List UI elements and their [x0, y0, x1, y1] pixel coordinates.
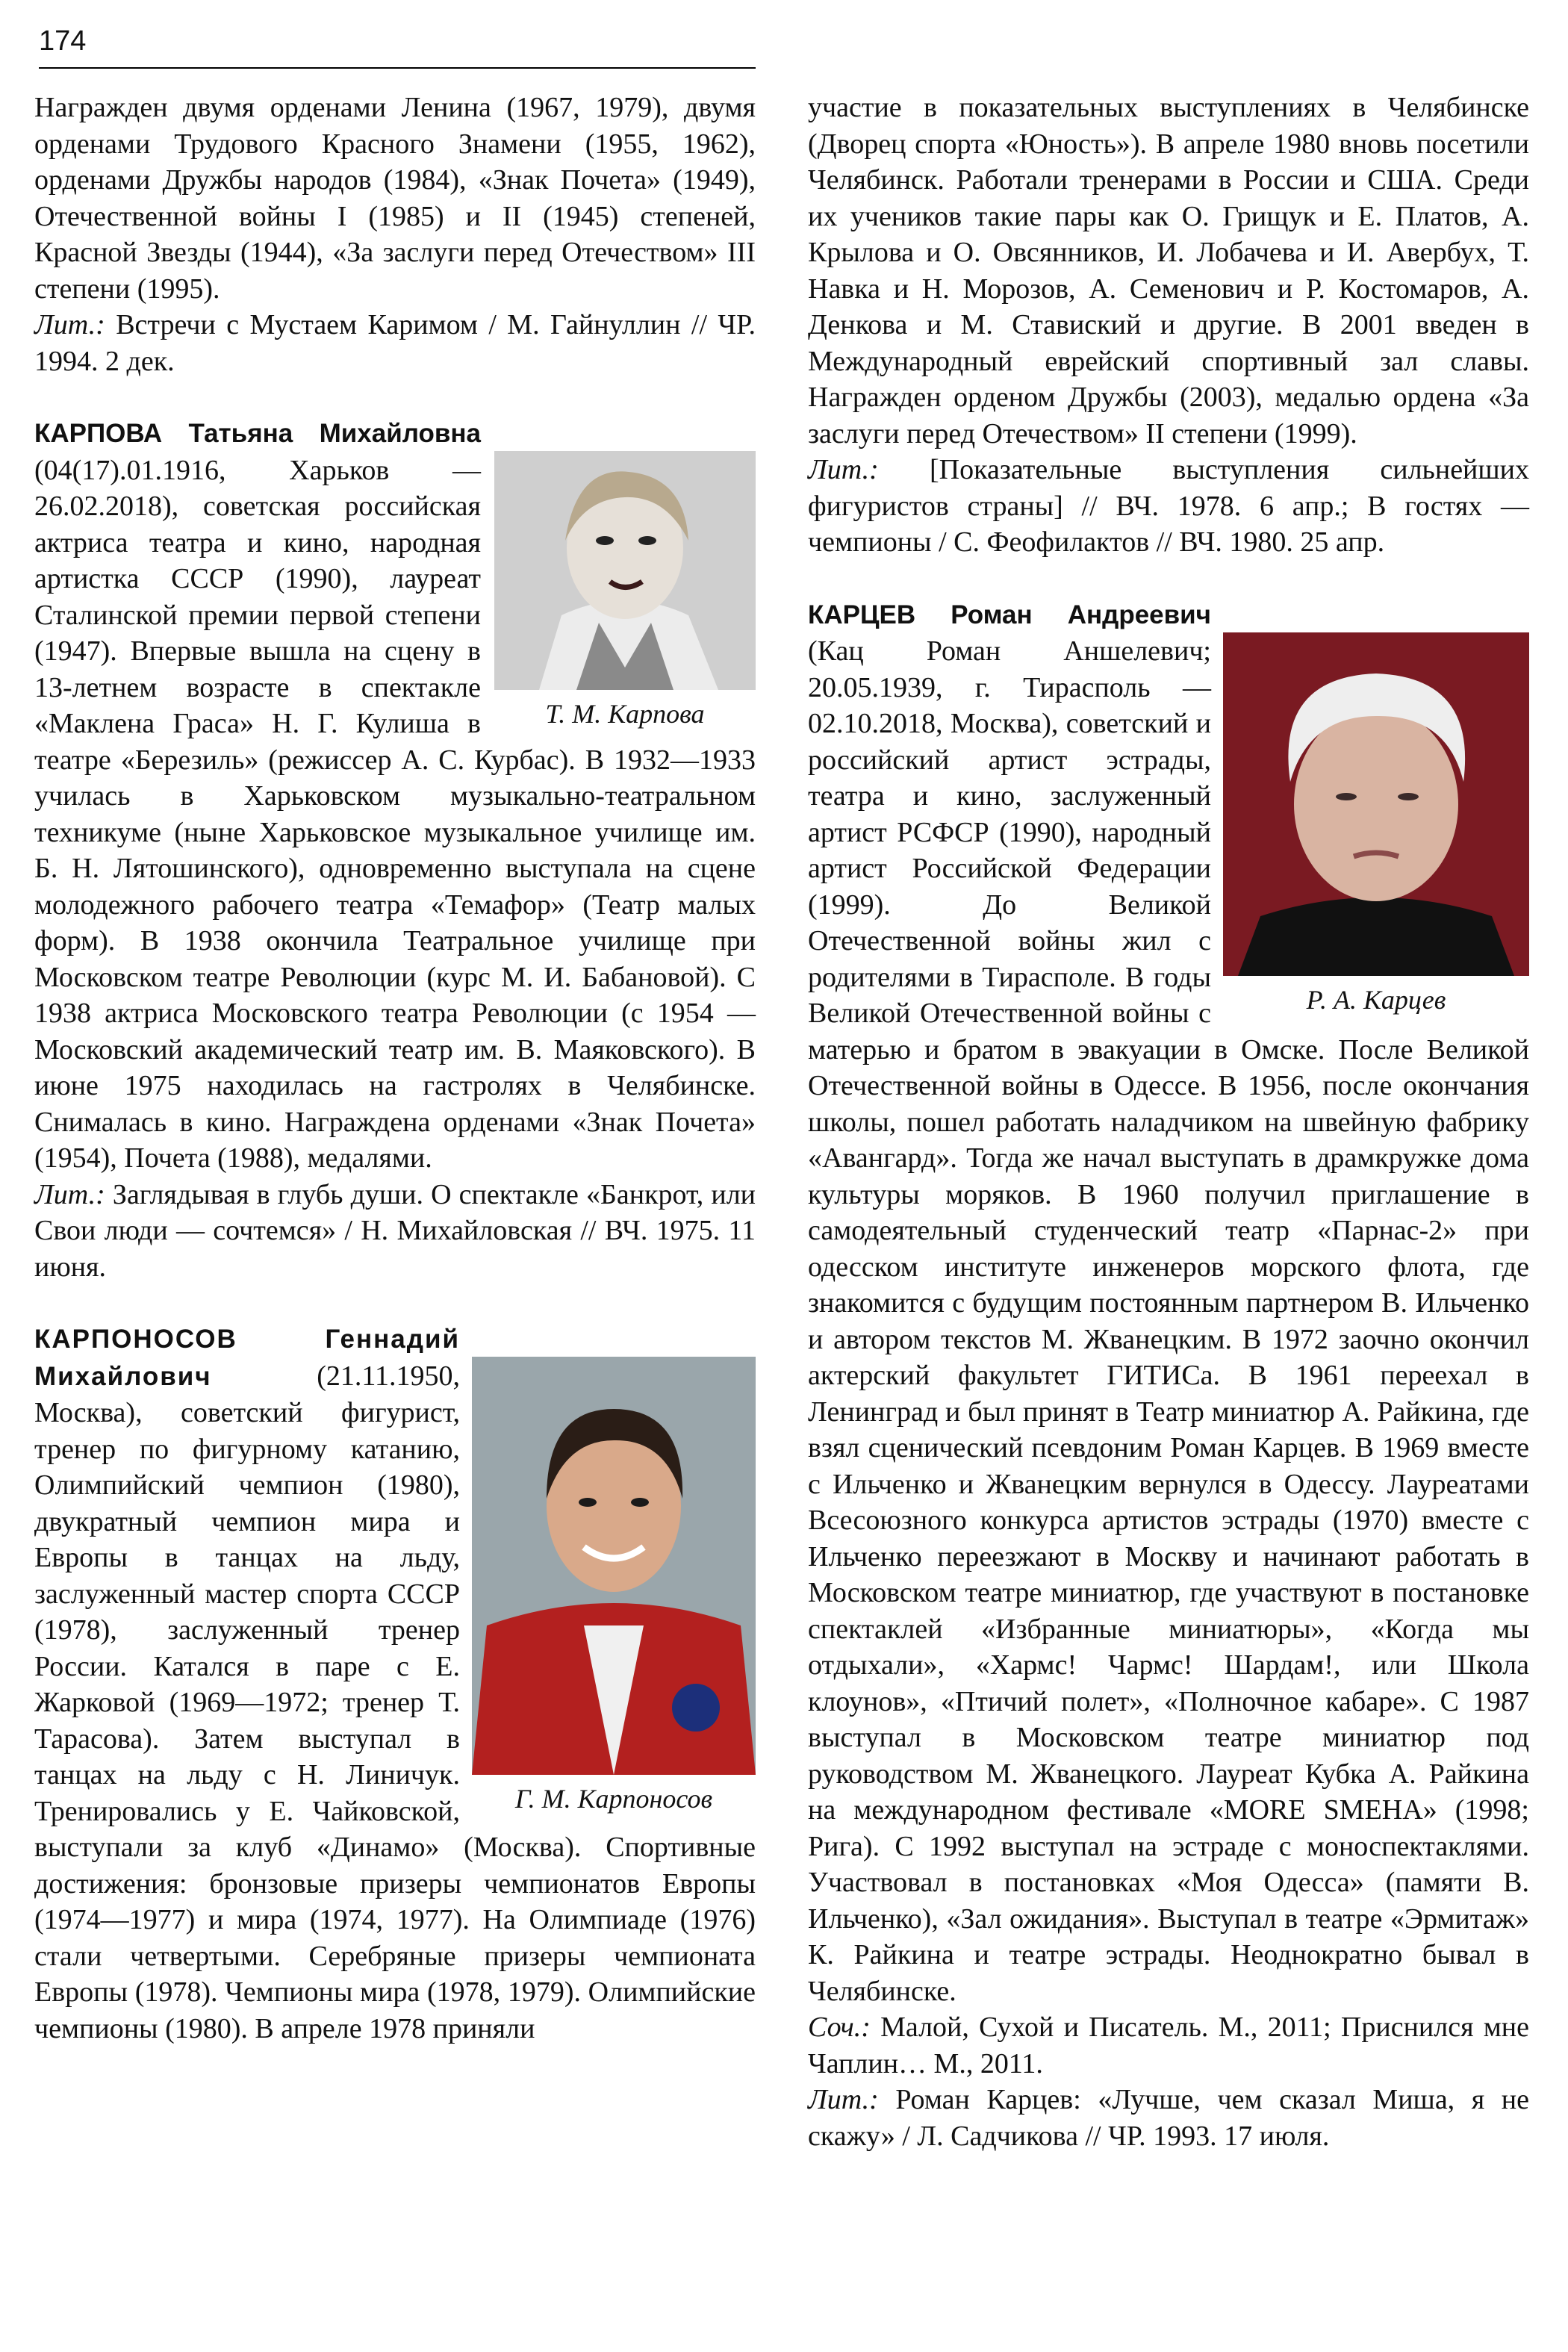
lit-text: Заглядывая в глубь души. О спектакле «Банкрот, или Свои люди — сочтемся» / Н. Михайловская // ВЧ. 1975. 11 июня. [34, 1178, 756, 1283]
karponosov-headword: КАРПОНОСОВ Геннадий Михайлович [34, 1325, 460, 1391]
kartsev-works [808, 2009, 1529, 2082]
kartsev-body: (Кац Роман Аншелевич; 20.05.1939, г. Тирасполь — 02.10.2018, Москва), советский и российский артист эстрады, театра и кино, заслуженный артист РСФСР (1990), народный артист Российской Федерации (1999). До Великой Отечественной войны жил с родителями в Тирасполе. В годы Великой Отечественной войны с матерью и братом в эвакуации в Омске. После Великой Отечественной войны в Одессе. В 1956, после окончания школы, пошел работать наладчиком на швейную фабрику «Авангард». Тогда же начал выступать в драмкружке дома культуры моряков. В 1960 получил приглашение в самодеятельный студенческий театр «Парнас-2» при одесском институте инженеров морского флота, где знакомится с будущим постоянным партнером В. Ильченко и автором текстов М. Жванецким. В 1972 заочно окончил актерский факультет ГИТИСа. В 1961 переехал в Ленинград и был принят в Театр миниатюр А. Райкина, где взял сценический псевдоним Роман Карцев. В 1969 вместе с Ильченко и Жванецким вернулся в Одессу. Лауреатами Всесоюзного конкурса артистов эстрады (1970) вместе с Ильченко переезжают в Москву и начинают работать в Московском театре миниатюр, где участвуют в постановке спектаклей «Избранные миниатюры», «Когда мы отдыхали», «Хармс! Чармс! Шардам!, или Школа клоунов», «Птичий полет», «Полночное кабаре». С 1987 выступал в Московском театре миниатюр под руководством М. Жванецкого. Лауреат Кубка А. Райкина на международном фестивале «MORE SMEHA» (1998; Рига). С 1992 выступал на эстраде с моноспектаклями. Участвовал в постановках «Моя Одесса» (памяти В. Ильченко), «Зал ожидания». Выступал в театре «Эрмитаж» К. Райкина и театре эстрады. Неоднократно бывал в Челябинске. [808, 635, 1529, 2007]
left-column [34, 90, 756, 2047]
karpova-photo [494, 451, 756, 690]
lit-label: Лит.: [808, 2084, 879, 2115]
karpova-body: (04(17).01.1916, Харьков — 26.02.2018), советская российская актриса театра и кино, народная артистка СССР (1990), лауреат Сталинской премии первой степени (1947). Впервые вышла на сцену в 13-летнем возрасте в спектакле «Маклена Граса» Н. Г. Кулиша в театре «Березиль» (режиссер А. С. Курбас). В 1932—1933 училась в Харьковском музыкально-театральном техникуме (ныне Харьковское музыкальное училище им. Б. Н. Лятошинского), одновременно выступала на сцене молодежного рабочего театра «Темафор» (Театр малых форм). В 1938 окончила Театральное училище при Московском театре Революции (курс М. И. Бабановой). С 1938 актриса Московского театра Революции (с 1954 — Московский академический театр им. В. Маяковского). В июне 1975 находилась на гастролях в Челябинске. Снималась в кино. Награждена орденами «Знак Почета» (1954), Почета (1988), медалями. [34, 454, 756, 1174]
entry-karponosov [34, 1321, 756, 2047]
karpova-figure [494, 451, 756, 730]
karpova-caption: Т. М. Карпова [545, 699, 705, 729]
portrait-icon [494, 451, 756, 690]
lit-label: Лит.: [34, 309, 105, 340]
intro-literature [34, 307, 756, 379]
karpova-headword: КАРПОВА Татьяна Михайловна [34, 419, 481, 448]
karponosov-literature [808, 452, 1529, 561]
karponosov-body: (21.11.1950, Москва), советский фигурист, тренер по фигурному катанию, Олимпийский чемпион (1980), двукратный чемпион мира и Европы в танцах на льду, заслуженный мастер спорта СССР (1978), заслуженный тренер России. Катался в паре с Е. Жарковой (1969—1972; тренер Т. Тарасова). Затем выступал в танцах на льду с Н. Линичук. Тренировались у Е. Чайковской, выступали за клуб «Динамо» (Москва). Спортивные достижения: бронзовые призеры чемпионатов Европы (1974—1977) и мира (1974, 1977). На Олимпиаде (1976) стали четвертыми. Серебряные призеры чемпионата Европы (1978). Чемпионы мира (1978, 1979). Олимпийские чемпионы (1980). В апреле 1978 приняли [34, 1360, 756, 2044]
kartsev-photo [1223, 632, 1529, 976]
karponosov-continued: участие в показательных выступлениях в Челябинске (Дворец спорта «Юность»). В апреле 1980 вновь посетили Челябинск. Работали тренерами в России и США. Среди их учеников такие пары как О. Грищук и Е. Платов, А. Крылова и О. Овсянников, И. Лобачева и И. Авербух, Т. Навка и Н. Морозов, А. Семенович и Р. Костомаров, А. Денкова и М. Ставиский и другие. В 2001 введен в Международный еврейский спортивный зал славы. Награжден орденом Дружбы (2003), медалью ордена «За заслуги перед Отечеством» II степени (1999). [808, 92, 1529, 449]
header-rule [39, 67, 756, 69]
karpova-literature [34, 1177, 756, 1286]
entry-kartsev [808, 597, 1529, 2155]
entry-karpova [34, 415, 756, 1285]
karponosov-caption: Г. М. Карпоносов [514, 1784, 713, 1814]
kartsev-headword: КАРЦЕВ Роман Андреевич [808, 600, 1211, 629]
soch-label: Соч.: [808, 2012, 871, 2043]
kartsev-caption: Р. А. Карцев [1306, 984, 1446, 1015]
soch-text: Малой, Сухой и Писатель. М., 2011; Приснился мне Чаплин… М., 2011. [808, 2012, 1529, 2079]
karponosov-photo [472, 1357, 756, 1775]
lit-text: Роман Карцев: «Лучше, чем сказал Миша, я не скажу» / Л. Садчикова // ЧР. 1993. 17 июля. [808, 2084, 1529, 2152]
page-number: 174 [39, 25, 87, 57]
right-column [808, 90, 1529, 2154]
lit-text: [Показательные выступления сильнейших фигуристов страны] // ВЧ. 1978. 6 апр.; В гостях — чемпионы / С. Феофилактов // ВЧ. 1980. 25 апр. [808, 454, 1529, 558]
lit-label: Лит.: [808, 454, 879, 485]
portrait-icon [472, 1357, 756, 1775]
portrait-icon [1223, 632, 1529, 976]
karponosov-figure [472, 1357, 756, 1815]
lit-label: Лит.: [34, 1178, 105, 1210]
kartsev-figure [1223, 632, 1529, 1016]
kartsev-literature [808, 2082, 1529, 2154]
lit-text: Встречи с Мустаем Каримом / М. Гайнуллин // ЧР. 1994. 2 дек. [34, 309, 756, 377]
intro-awards: Награжден двумя орденами Ленина (1967, 1979), двумя орденами Трудового Красного Знамени (1955, 1962), орденами Дружбы народов (1984), «Знак Почета» (1949), Отечественной войны I (1985) и II (1945) степеней, Красной Звезды (1944), «За заслуги перед Отечеством» III степени (1995). [34, 92, 756, 305]
